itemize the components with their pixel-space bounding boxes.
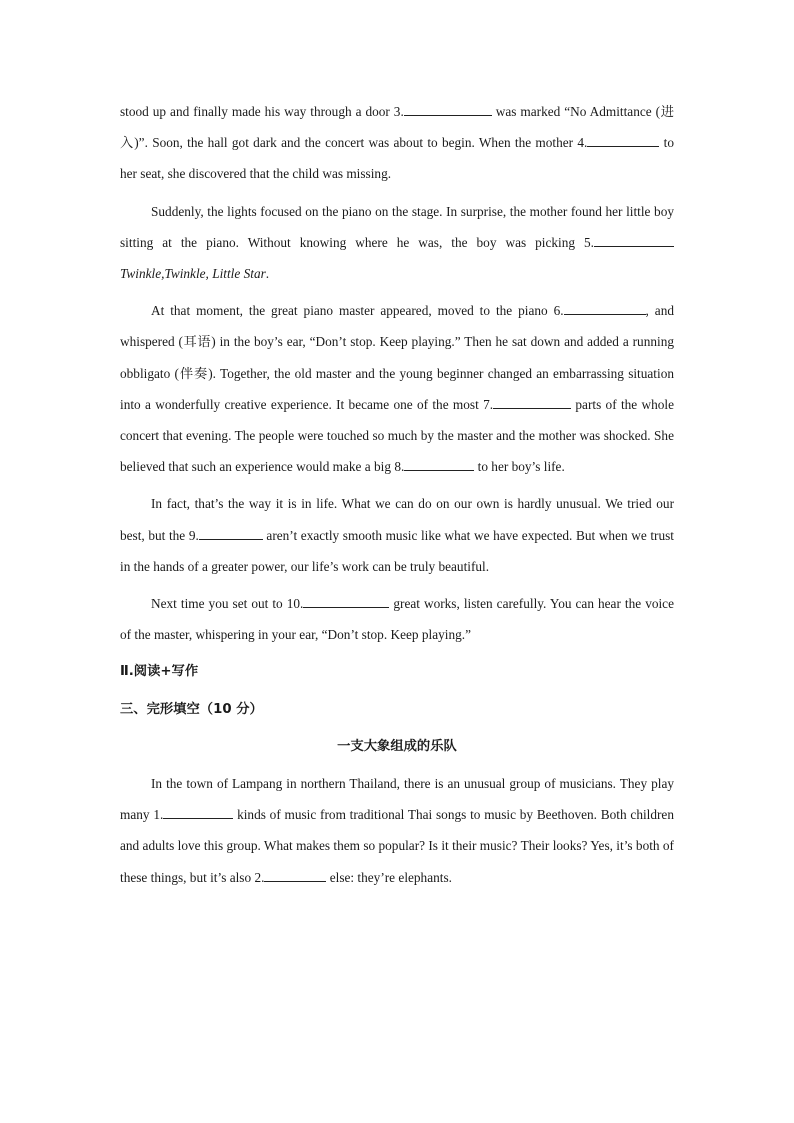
blank-7[interactable] xyxy=(493,394,571,409)
song-title: Twinkle,Twinkle, Little Star xyxy=(120,266,266,282)
blank-3[interactable] xyxy=(404,101,492,116)
passage-title: 一支大象组成的乐队 xyxy=(337,738,457,754)
paragraph-lights: Suddenly, the lights focused on the piano on the stage. In surprise, the mother found her little boy sitting at the piano. Without knowing where he was, the boy was picking 5. Twinkle,Twinkle, Little Star. xyxy=(120,203,674,282)
paragraph-in-fact: In fact, that’s the way it is in life. What we can do on our own is hardly unusual. We tried our best, but the 9. aren’t exactly smooth music like what we have expected. But when we trust in the hands of a greater power, our life’s work can be truly beautiful. xyxy=(120,496,675,574)
document-page xyxy=(120,96,674,899)
blank-1[interactable] xyxy=(163,804,233,819)
blank-2[interactable] xyxy=(264,867,326,882)
blank-6[interactable] xyxy=(564,300,646,315)
paragraph-concert-continued: stood up and finally made his way through a door 3. was marked “No Admittance (进入)”. Soon, the hall got dark and the concert was about to begin. When the mother 4. to her seat, she discovered that the child was missing. xyxy=(120,96,674,190)
blank-8[interactable] xyxy=(404,456,474,471)
paragraph-elephant-band: In the town of Lampang in northern Thailand, there is an unusual group of musicians. They play many 1. kinds of music from traditional Thai songs to music by Beethoven. Both children and adults love this group. What makes them so popular? Is it their music? Their looks? Yes, it’s both of these things, but it’s also 2. else: they’re elephants. xyxy=(120,776,674,885)
blank-10[interactable] xyxy=(303,593,389,608)
sub-heading: 三、完形填空（10 分） xyxy=(120,701,263,717)
blank-5[interactable] xyxy=(594,232,674,247)
paragraph-master: At that moment, the great piano master appeared, moved to the piano 6. , and whispered (耳语) in the boy’s ear, “Don’t stop. Keep playing.” Then he sat down and added a running obbligato (伴奏). Together, the old master and the young beginner changed an embarrassing situation into a wonderfully creative experience. It became one of the most 7. parts of the whole concert that evening. The people were touched so much by the master and the mother was shocked. She believed that such an experience would make a big 8. to her boy’s life. xyxy=(120,295,674,482)
paragraph-next-time: Next time you set out to 10. great works, listen carefully. You can hear the voice of the master, whispering in your ear, “Don’t stop. Keep playing.” xyxy=(120,588,674,650)
blank-4[interactable] xyxy=(587,132,659,147)
section-heading: Ⅱ.阅读+写作 xyxy=(120,664,199,680)
blank-9[interactable] xyxy=(199,525,263,540)
